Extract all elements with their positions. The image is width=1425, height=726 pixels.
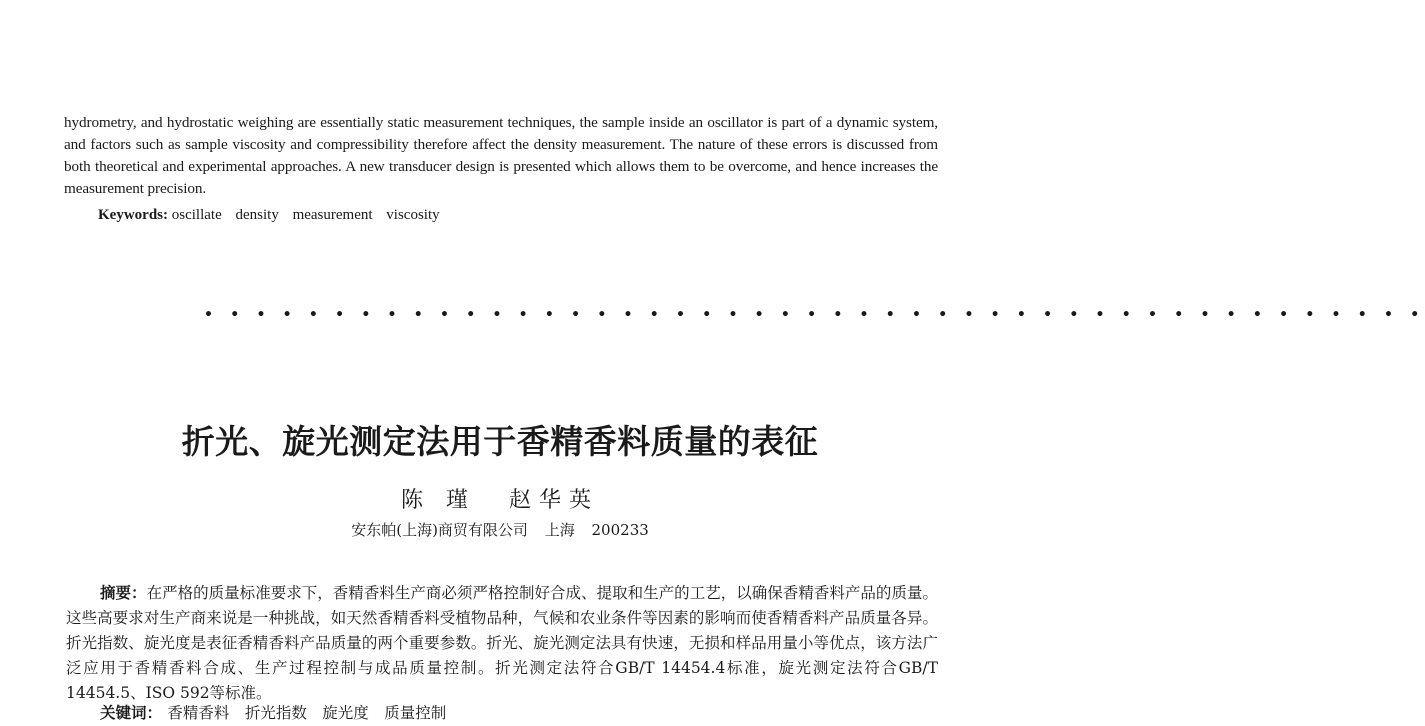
author-list	[0, 486, 1000, 516]
english-keywords	[98, 204, 450, 226]
author-name: 赵华英	[508, 488, 599, 513]
english-keyword: measurement	[292, 207, 373, 223]
article-title: 折光、旋光测定法用于香精香料质量的表征	[181, 422, 819, 461]
english-keywords-label: Keywords:	[98, 207, 168, 223]
chinese-keyword: 香精香料	[167, 704, 230, 722]
chinese-keyword: 质量控制	[384, 704, 447, 722]
english-keyword: viscosity	[386, 207, 440, 223]
chinese-keywords	[100, 700, 456, 726]
affiliation-city: 上海	[544, 521, 575, 539]
chinese-keyword: 折光指数	[244, 704, 307, 722]
english-keyword: oscillate	[171, 207, 222, 223]
chinese-keyword: 旋光度	[322, 704, 369, 722]
english-keyword: density	[235, 207, 279, 223]
chinese-abstract	[66, 580, 938, 706]
affiliation-organization: 安东帕(上海)商贸有限公司	[351, 521, 528, 539]
chinese-keywords-label: 关键词：	[100, 703, 163, 722]
english-abstract-text: hydrometry, and hydrostatic weighing are essentially static measurement techniques, the sample inside an oscillator is part of a dynamic system, and factors such as sample viscosity and compressibility therefore affect the density measurement. The nature of these errors is discussed from both theoretical and experimental approaches. A new transducer design is presented which allows them to be overcome, and hence increases the measurement precision.	[64, 114, 938, 197]
chinese-abstract-label: 摘要：	[100, 583, 147, 602]
author-affiliation	[0, 519, 1000, 541]
author-name: 陈 瑾	[400, 488, 476, 513]
chinese-abstract-text: 在严格的质量标准要求下，香精香料生产商必须严格控制好合成、提取和生产的工艺，以确保香精香料产品的质量。这些高要求对生产商来说是一种挑战，如天然香精香料受植物品种，气候和农业条件等因素的影响而使香精香料产品质量各异。折光指数、旋光度是表征香精香料产品质量的两个重要参数。折光、旋光测定法具有快速，无损和样品用量小等优点，该方法广泛应用于香精香料合成、生产过程控制与成品质量控制。折光测定法符合GB/T 14454.4标准，旋光测定法符合GB/T 14454.5、ISO 592等标准。	[66, 584, 938, 702]
dotted-separator: • • • • • • • • • • • • • • • • • • • • • • • • • • • • • • • • • • • • • • • • • • • • • • •	[204, 307, 1425, 323]
english-abstract	[64, 112, 938, 200]
affiliation-postcode: 200233	[591, 521, 649, 539]
